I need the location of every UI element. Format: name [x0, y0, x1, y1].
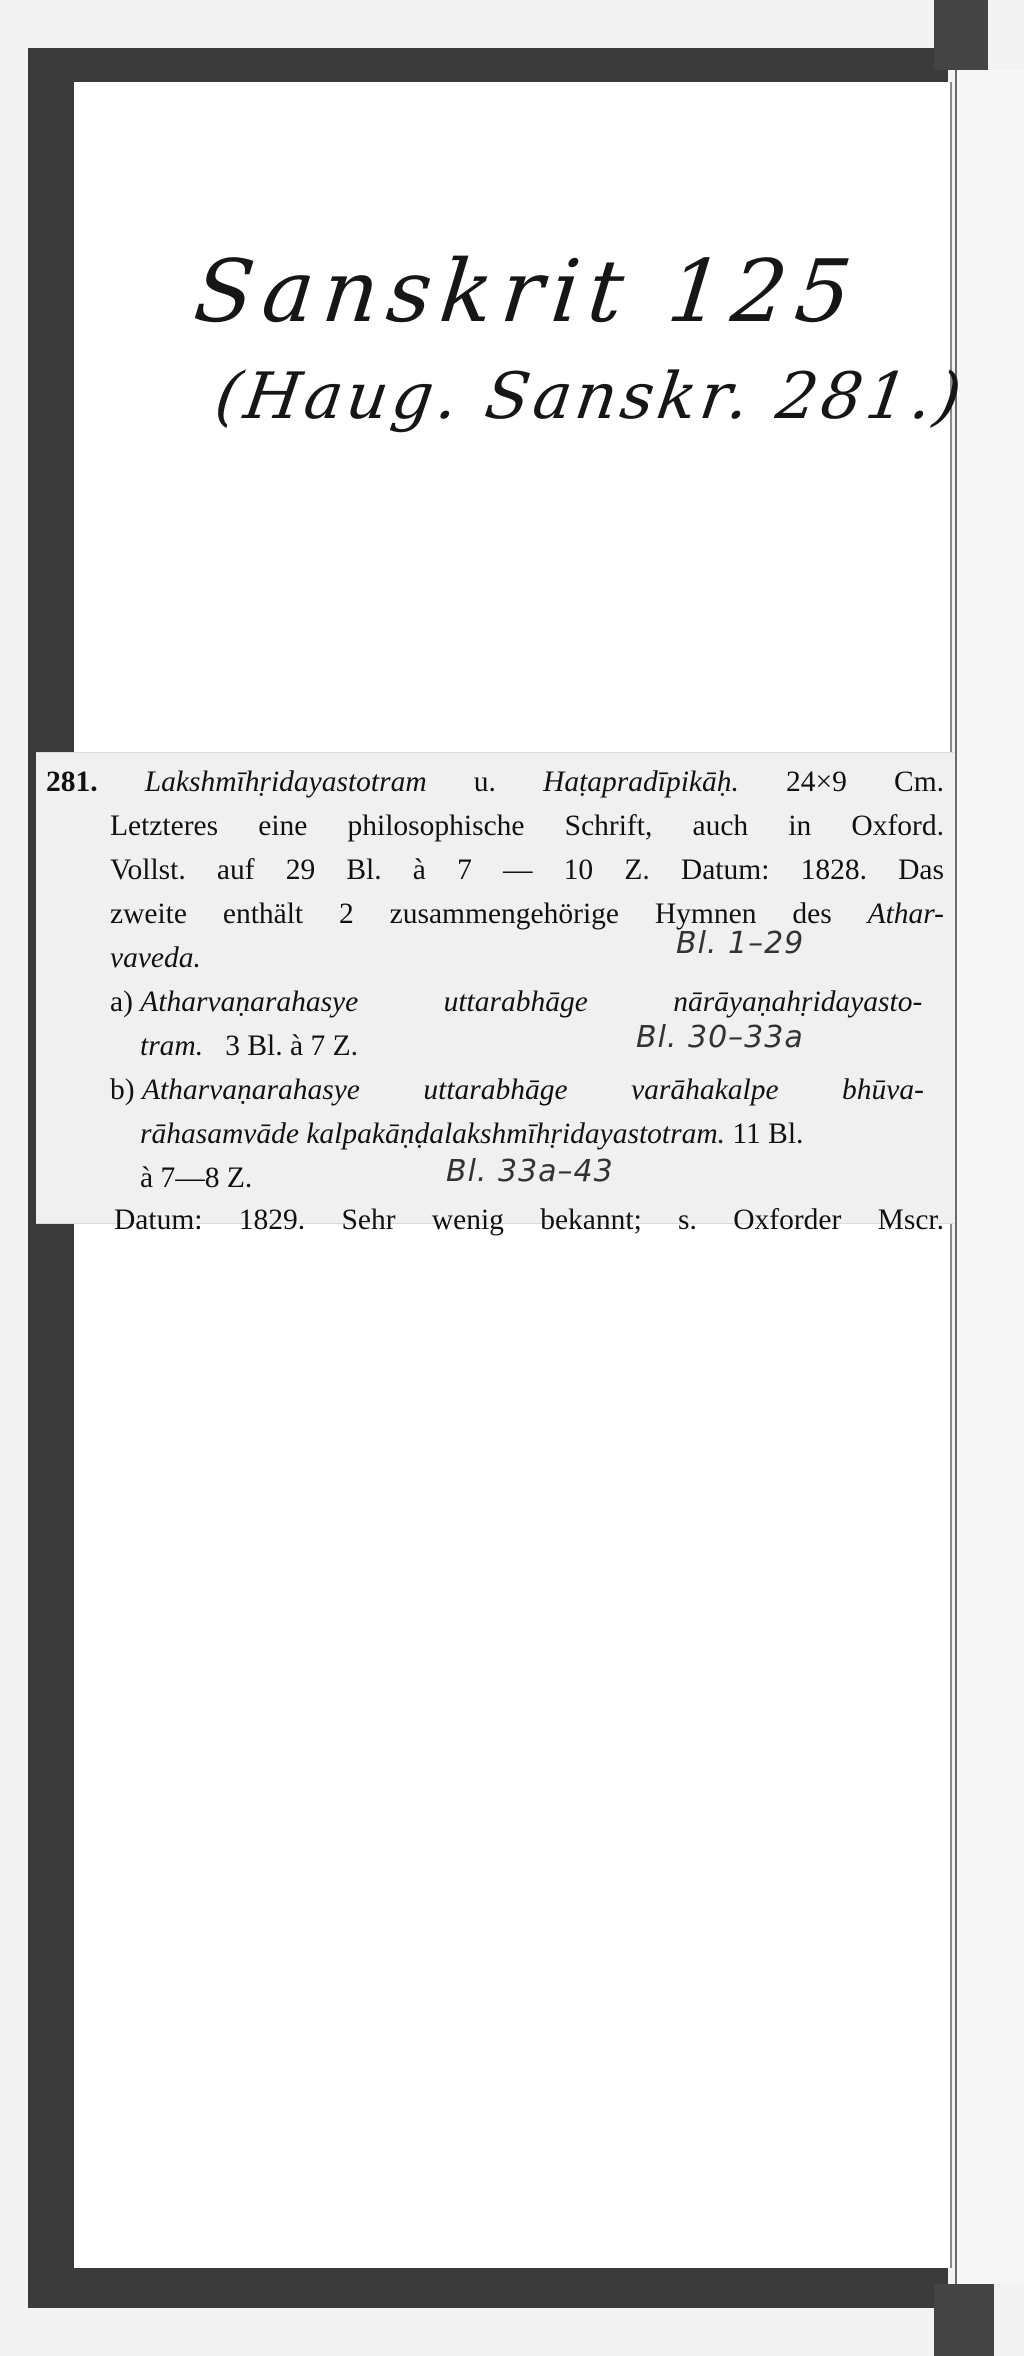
item-a-text: Atharvaṇarahasye uttarabhāge nārāyaṇahṛidayasto-: [140, 986, 923, 1018]
item-a-cont-text: tram.: [140, 1030, 204, 1062]
item-b-meta: à 7—8 Z.: [140, 1162, 253, 1194]
entry-line-4-text: zweite enthält 2 zusammengehörige Hymnen des: [110, 898, 832, 930]
spine-strip-top: [934, 0, 988, 70]
entry-line-4-italic: Athar-: [867, 898, 945, 930]
cover-board-bottom: [28, 2268, 948, 2308]
old-shelfmark-handwritten: (Haug. Sanskr. 281.): [210, 360, 970, 434]
cover-board-top: [28, 48, 948, 84]
entry-heading-line: [46, 761, 944, 803]
entry-line-5: vaveda.: [110, 942, 201, 974]
item-b-cont: [140, 1113, 944, 1155]
catalogue-slip: [36, 752, 954, 1236]
item-a-cont: [140, 1025, 540, 1067]
entry-line-2: Letzteres eine philosophische Schrift, auch in Oxford.: [110, 810, 944, 842]
entry-conjunction: u.: [473, 766, 496, 798]
shelfmark-handwritten: Sanskrit 125: [189, 242, 865, 342]
entry-footer: Datum: 1829. Sehr wenig bekannt; s. Oxforder Mscr.: [114, 1204, 944, 1236]
entry-number: 281.: [46, 766, 98, 798]
item-b: [110, 1069, 944, 1111]
item-a: [110, 981, 944, 1023]
annotation-a: Bl. 30–33a: [636, 1020, 804, 1055]
entry-line-4: [110, 893, 944, 935]
entry-title-1: Lakshmīhṛidayastotram: [144, 766, 427, 798]
annotation-whole: Bl. 1–29: [676, 926, 805, 961]
item-b-cont-text: rāhasamvāde kalpakāṇḍalakshmīhṛidayastotram.: [140, 1118, 726, 1150]
spine-strip-bottom: [934, 2284, 994, 2356]
entry-title-2: Haṭapradīpikāḥ.: [543, 766, 739, 798]
item-a-meta: 3 Bl. à 7 Z.: [225, 1030, 358, 1062]
annotation-b: Bl. 33a–43: [446, 1154, 614, 1189]
adjacent-page: [955, 70, 1024, 2284]
entry-size: 24×9 Cm.: [786, 766, 945, 798]
item-b-cont-meta: 11 Bl.: [732, 1118, 804, 1150]
item-b-text: Atharvaṇarahasye uttarabhāge varāhakalpe bhūva-: [141, 1074, 924, 1106]
item-b-label: b): [110, 1074, 135, 1106]
entry-line-3: Vollst. auf 29 Bl. à 7 — 10 Z. Datum: 1828. Das: [110, 854, 944, 886]
item-a-label: a): [110, 986, 133, 1018]
